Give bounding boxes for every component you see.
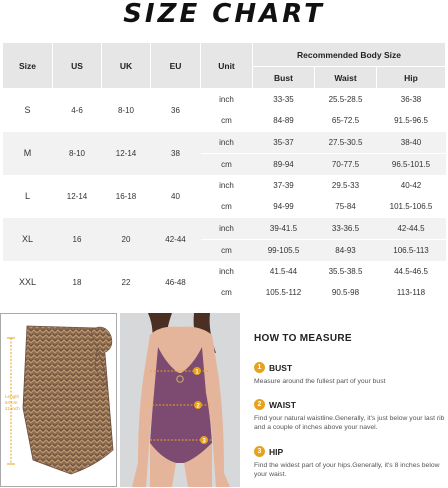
us-cell: 12-14 (66, 191, 88, 201)
header-us: US (53, 43, 102, 89)
eu-cell: 38 (151, 132, 201, 175)
hip-cell: 113-118 (396, 288, 426, 298)
table-row (3, 132, 446, 154)
size-cell: S (24, 105, 31, 116)
hip-cell: 42-44.5 (377, 218, 446, 240)
size-cell: XXL (18, 277, 36, 287)
hip-cell: 38-40 (377, 132, 446, 154)
bust-cell: 37-39 (273, 180, 294, 190)
swimsuit-model-illustration (120, 313, 240, 487)
us-cell: 4-6 (71, 105, 83, 115)
measure-item-waist (254, 399, 446, 432)
waist-cell: 33-36.5 (315, 218, 377, 240)
header-hip: Hip (377, 67, 446, 89)
unit-cell: inch (219, 180, 234, 190)
measure-name: BUST (269, 362, 293, 373)
us-cell: 16 (53, 218, 102, 261)
hip-cell: 101.5-106.5 (389, 202, 433, 212)
measure-description: Find your natural waistline.Generally, it's just below your last rib and a couple of inches above your navel. (254, 415, 445, 431)
model-image (120, 313, 240, 487)
waist-cell: 65-72.5 (331, 116, 360, 126)
svg-text:1: 1 (195, 369, 199, 376)
size-cell: XL (3, 218, 53, 261)
how-to-measure-title: HOW TO MEASURE (254, 333, 352, 344)
waist-cell: 90.5-98 (331, 288, 360, 298)
number-badge: 1 (254, 362, 265, 373)
unit-cell: inch (219, 95, 234, 104)
bust-cell: 105.5-112 (265, 288, 302, 298)
unit-cell: cm (201, 153, 253, 175)
waist-cell: 29.5-33 (331, 180, 360, 190)
svg-text:3: 3 (202, 438, 206, 445)
eu-cell: 40 (171, 191, 180, 201)
size-cell: M (3, 132, 53, 175)
bust-cell: 41.5-44 (269, 266, 298, 276)
unit-cell: inch (201, 132, 253, 154)
hip-cell: 96.5-101.5 (377, 153, 446, 175)
header-waist: Waist (315, 67, 377, 89)
eu-cell: 42-44 (151, 218, 201, 261)
bust-cell: 94-99 (273, 202, 294, 212)
unit-cell: cm (221, 116, 232, 126)
unit-cell: inch (201, 218, 253, 240)
table-row (3, 218, 446, 240)
number-badge: 3 (254, 446, 265, 457)
svg-text:54 cm: 54 cm (5, 400, 18, 405)
svg-text:21 inch: 21 inch (5, 406, 20, 411)
unit-cell: cm (201, 239, 253, 261)
us-cell: 8-10 (53, 132, 102, 175)
waist-cell: 35.5-38.5 (328, 266, 363, 276)
bust-cell: 35-37 (253, 132, 315, 154)
svg-text:Length: Length (5, 394, 20, 399)
bust-cell: 39-41.5 (253, 218, 315, 240)
header-size: Size (3, 43, 53, 89)
waist-cell: 27.5-30.5 (315, 132, 377, 154)
table-row (3, 175, 446, 197)
bust-cell: 99-105.5 (253, 239, 315, 261)
eu-cell: 36 (171, 105, 180, 115)
table-row (3, 89, 446, 111)
header-unit: Unit (201, 43, 253, 89)
waist-cell: 75-84 (335, 202, 356, 212)
measure-description: Find the widest part of your hips.Generally, it's 8 inches below your waist. (254, 462, 440, 478)
uk-cell: 8-10 (117, 105, 134, 115)
measure-name: HIP (269, 446, 284, 457)
page-title: SIZE CHART (123, 0, 325, 29)
table-row (3, 261, 446, 283)
header-uk: UK (102, 43, 151, 89)
waist-cell: 25.5-28.5 (328, 95, 363, 104)
header-bust: Bust (253, 67, 315, 89)
us-cell: 18 (72, 277, 82, 287)
waist-cell: 70-77.5 (315, 153, 377, 175)
header-recommended: Recommended Body Size (253, 43, 446, 67)
unit-cell: cm (221, 202, 232, 212)
length-label (5, 394, 20, 411)
eu-cell: 46-48 (165, 277, 186, 287)
measure-item-hip (254, 446, 446, 479)
size-cell: L (24, 191, 30, 201)
hip-cell: 106.5-113 (377, 239, 446, 261)
unit-cell: inch (219, 266, 234, 276)
bust-cell: 84-89 (273, 116, 294, 126)
uk-cell: 16-18 (115, 191, 137, 201)
hip-cell: 40-42 (400, 180, 422, 190)
sarong-illustration (1, 314, 117, 487)
uk-cell: 22 (121, 277, 131, 287)
uk-cell: 20 (102, 218, 151, 261)
measure-item-bust (254, 362, 446, 386)
skirt-image (0, 313, 117, 487)
hip-cell: 36-38 (400, 95, 422, 104)
size-chart-table (2, 42, 446, 304)
hip-cell: 44.5-46.5 (394, 266, 428, 276)
header-eu: EU (151, 43, 201, 89)
measure-description: Measure around the fullest part of your bust (254, 378, 386, 385)
measure-name: WAIST (269, 399, 296, 410)
unit-cell: cm (221, 288, 232, 298)
bust-cell: 33-35 (273, 95, 294, 104)
waist-cell: 84-93 (315, 239, 377, 261)
bust-cell: 89-94 (253, 153, 315, 175)
svg-text:2: 2 (196, 403, 200, 410)
number-badge: 2 (254, 399, 265, 410)
hip-cell: 91.5-96.5 (394, 116, 428, 126)
uk-cell: 12-14 (102, 132, 151, 175)
